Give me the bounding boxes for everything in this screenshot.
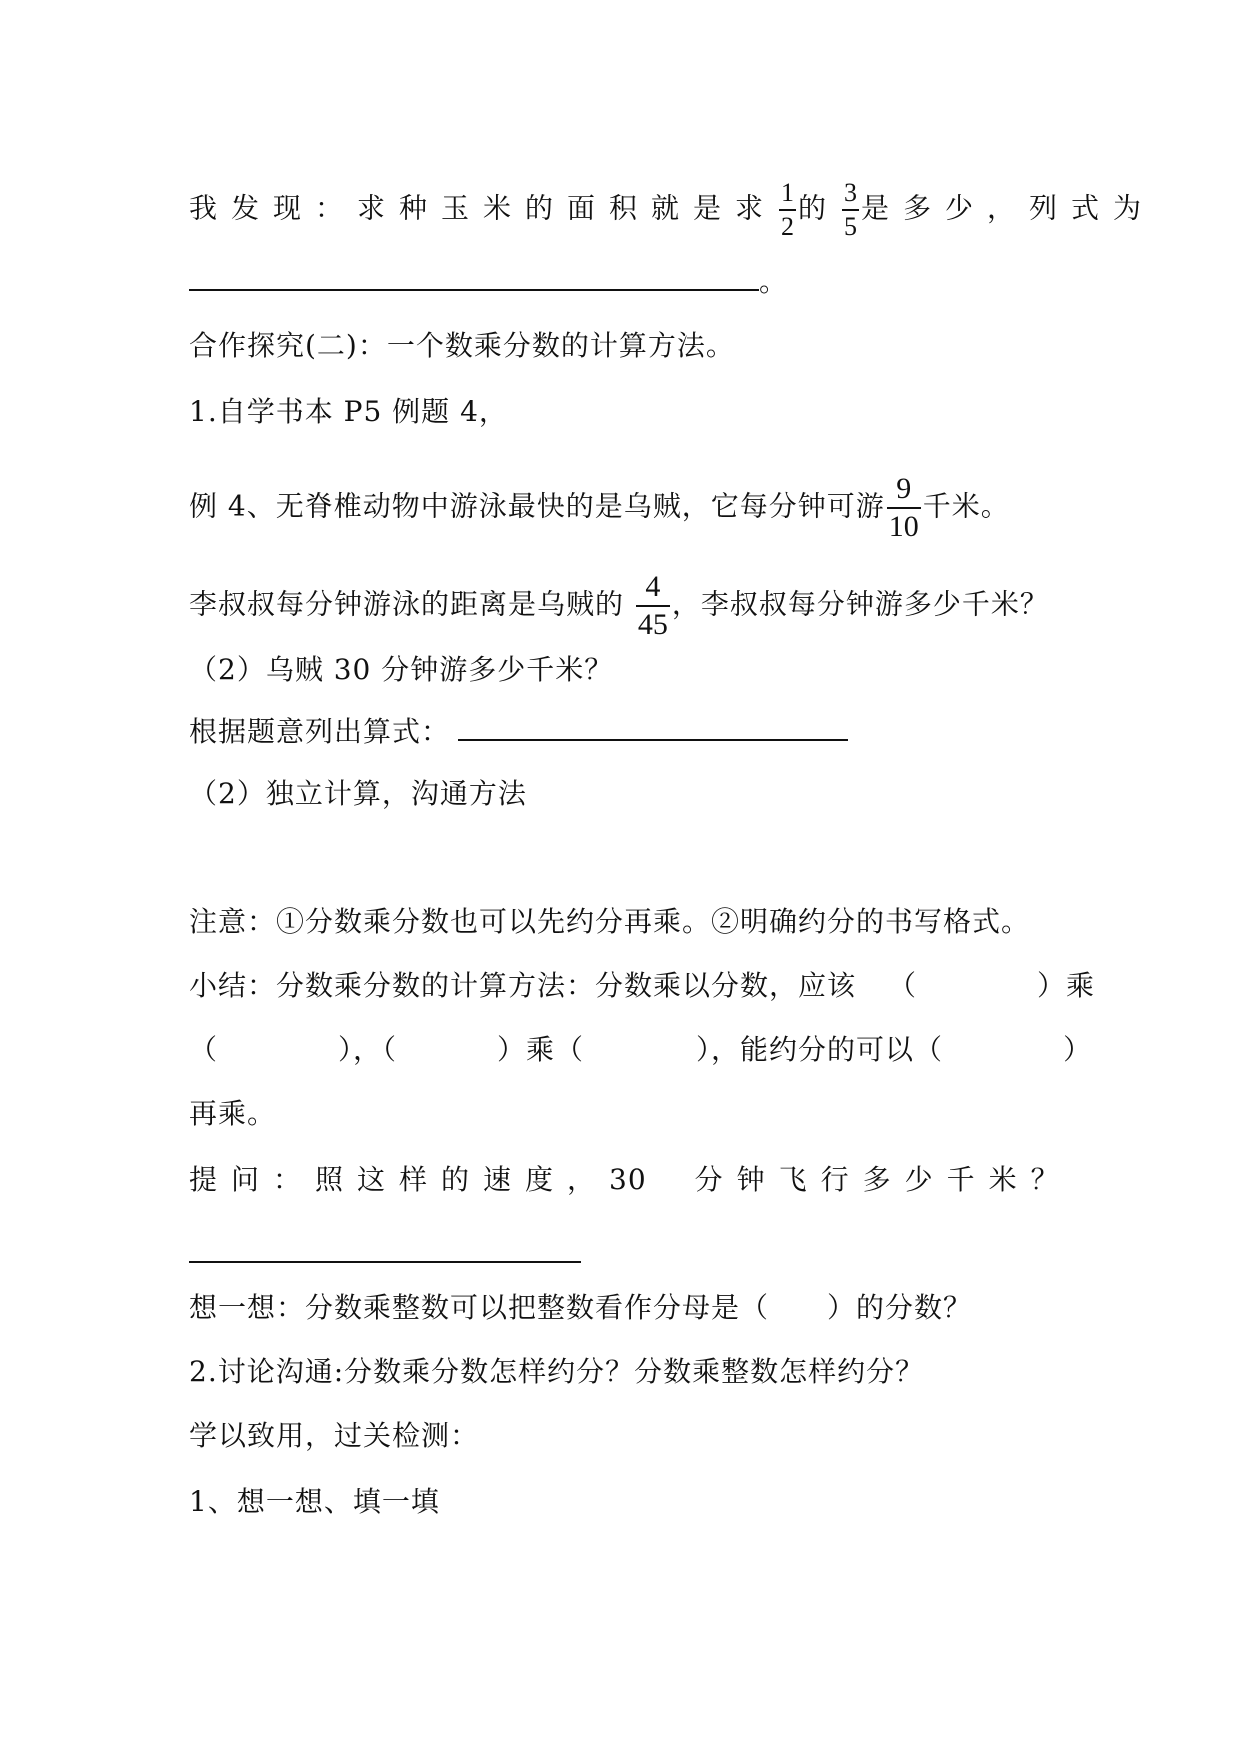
- fraction-denominator: 5: [842, 209, 859, 240]
- fraction-denominator: 10: [887, 507, 921, 542]
- discover-suffix: 是多少，列式为: [861, 191, 1156, 225]
- uncle-prefix: 李叔叔每分钟游泳的距离是乌贼的: [189, 587, 625, 621]
- example4-suffix: 千米。: [922, 489, 1010, 523]
- coop-heading: 合作探究(二)：一个数乘分数的计算方法。: [189, 329, 735, 362]
- fraction-one-half: [779, 180, 796, 240]
- fraction-four-fortyfifths: [636, 572, 670, 640]
- selfstudy-line: 1.自学书本 P5 例题 4，: [189, 395, 508, 428]
- ask-number: 30: [609, 1163, 647, 1196]
- fill-heading: 1、想一想、填一填: [189, 1485, 440, 1518]
- ask-line: [189, 1160, 1109, 1200]
- summary-text: 小结：分数乘分数的计算方法：分数乘以分数，应该: [189, 969, 857, 1002]
- note-line: 注意：①分数乘分数也可以先约分再乘。②明确约分的书写格式。: [189, 905, 1031, 938]
- discover-middle: 的: [798, 191, 841, 225]
- question-two: （2）乌贼 30 分钟游多少千米？: [189, 653, 614, 686]
- fraction-three-fifths: [842, 180, 859, 240]
- ask-answer-blank[interactable]: [189, 1235, 581, 1263]
- formula-label: 根据题意列出算式：: [189, 715, 451, 748]
- summary-line-2: [189, 1030, 1109, 1070]
- example4-line: [189, 474, 1109, 542]
- summary-open-paren: （: [888, 969, 918, 1002]
- summary-close: ）乘: [1037, 969, 1096, 1002]
- uncle-suffix: ，李叔叔每分钟游多少千米？: [671, 587, 1049, 621]
- uncle-line: [189, 572, 1109, 640]
- summary2-open: （: [189, 1033, 219, 1066]
- apply-heading: 学以致用，过关检测：: [189, 1419, 480, 1452]
- ask-prefix: 提问：照这样的速度，: [189, 1163, 610, 1196]
- discover-answer-line: [189, 262, 1109, 302]
- example4-prefix: 例 4、无脊椎动物中游泳最快的是乌贼，它每分钟可游: [189, 489, 885, 523]
- summary-line-1: [189, 966, 1109, 1006]
- summary-line-3: 再乘。: [189, 1097, 277, 1130]
- fraction-denominator: 2: [779, 209, 796, 240]
- discover-end: 。: [759, 265, 789, 298]
- discuss-line: 2.讨论沟通:分数乘分数怎样约分？分数乘整数怎样约分？: [189, 1355, 925, 1388]
- ask-answer-line: [189, 1234, 1109, 1274]
- fraction-nine-tenths: [887, 474, 921, 542]
- summary2-sep2: ）乘（: [497, 1033, 585, 1066]
- think-line: 想一想：分数乘整数可以把整数看作分母是（ ）的分数？: [189, 1291, 973, 1324]
- fraction-numerator: 3: [844, 178, 858, 207]
- formula-blank[interactable]: [458, 713, 848, 741]
- summary2-sep1: ），（: [338, 1033, 398, 1066]
- summary2-sep3: ），能约分的可以（: [696, 1033, 944, 1066]
- summary2-close: ）: [1063, 1033, 1093, 1066]
- fraction-numerator: 9: [896, 472, 912, 505]
- ask-suffix: 分钟飞行多少千米？: [694, 1163, 1073, 1196]
- discover-line: [189, 178, 1156, 241]
- answer-blank[interactable]: [189, 263, 759, 291]
- fraction-numerator: 1: [781, 178, 795, 207]
- discover-prefix: 我发现：求种玉米的面积就是求: [189, 191, 778, 225]
- formula-line: [189, 712, 1109, 752]
- independent-line: （2）独立计算，沟通方法: [189, 777, 527, 810]
- fraction-numerator: 4: [645, 570, 661, 603]
- fraction-denominator: 45: [636, 605, 670, 640]
